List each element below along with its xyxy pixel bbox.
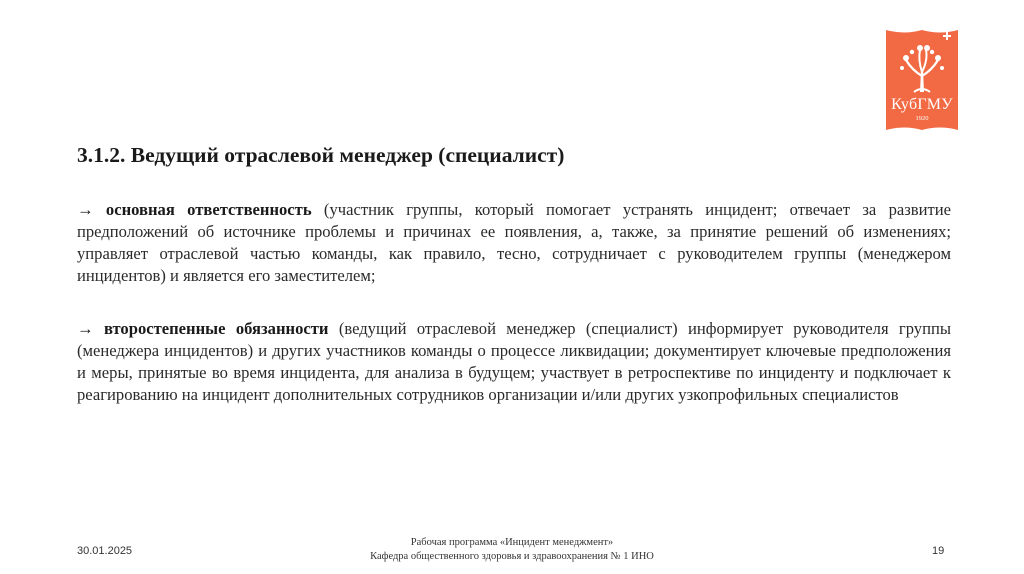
logo-year: 1920	[915, 115, 929, 122]
logo-name: КубГМУ	[891, 96, 953, 113]
footer-date: 30.01.2025	[77, 545, 133, 557]
primary-responsibility-paragraph	[77, 199, 951, 287]
primary-responsibility-text: (участник группы, который помогает устранять инцидент; отвечает за развитие предположений об источнике проблемы и причинах ее появления, а, также, за принятие решений об изменениях; управляет отраслевой частью команды, как правило, тесно, сотрудничает с руководителем группы (менеджером инцидентов) и является его заместителем;	[77, 200, 951, 285]
secondary-duties-text: (ведущий отраслевой менеджер (специалист) информирует руководителя группы (менеджера инцидентов) и других участников команды о процессе ликвидации; документирует ключевые предположения и меры, принятые во время инцидента, для анализа в будущем; участвует в ретроспективе по инциденту и подключает к реагированию на инцидент дополнительных сотрудников организации и/или других узкопрофильных специалистов	[77, 319, 952, 404]
page-number: 19	[932, 545, 945, 557]
footer-department: Кафедра общественного здоровья и здравоохранения № 1 ИНО	[370, 551, 654, 562]
secondary-duties-paragraph	[77, 318, 951, 406]
slide-title: 3.1.2. Ведущий отраслевой менеджер (специалист)	[77, 143, 565, 167]
primary-responsibility-lead: → основная ответственность	[77, 200, 312, 219]
university-logo	[884, 26, 960, 130]
footer-program: Рабочая программа «Инцидент менеджмент»	[410, 537, 614, 548]
footer-center	[312, 536, 712, 564]
secondary-duties-lead: → второстепенные обязанности	[77, 319, 329, 338]
